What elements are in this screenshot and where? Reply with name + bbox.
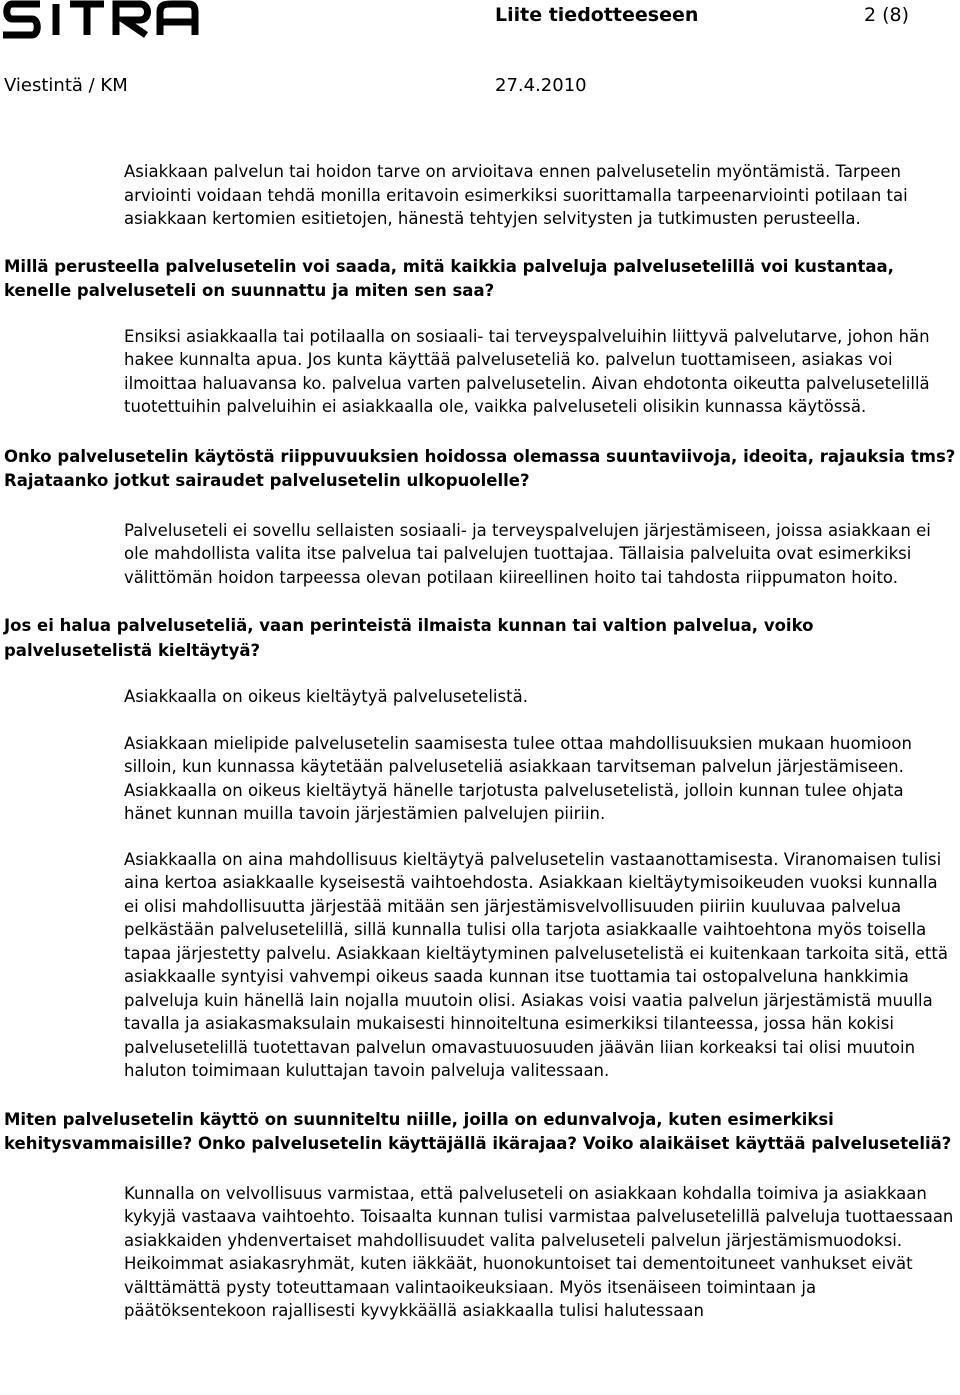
paragraph-4: Asiakkaalla on oikeus kieltäytyä palvelusetelistä. [124,687,528,706]
question-2: Onko palvelusetelin käytöstä riippuvuuksien hoidossa olemassa suuntaviivoja, ideoita, rajauksia tms? Rajataanko jotkut sairaudet palvelusetelin ulkopuolelle? [4,446,956,490]
paragraph-6: Asiakkaalla on aina mahdollisuus kieltäytyä palvelusetelin vastaanottamisesta. Viranomaisen tulisi aina kertoa asiakkaalle kyseisestä vaihtoehdosta. Asiakkaan kieltäytymisoikeuden vuoksi kunnalla ei olisi mahdollisuutta järjestää mitään sen järjestämisvelvollisuuden piiriin kuuluvaa palvelua pelkästään palvelusetelillä, sillä kunnalla tulisi olla tarjota asiakkaalle vaihtoehtona myös toisella tapaa järjestetty palvelu. Asiakkaan kieltäytyminen palvelusetelistä ei kuitenkaan tarkoita sitä, että asiakkaalle syntyisi vahvempi oikeus saada kunnan itse tuottamia tai ostopalveluna hankkimia palveluja kuin hänellä lain nojalla muutoin olisi. Asiakas voisi vaatia palvelun järjestämistä muulla tavalla ja asiakasmaksulain mukaisesti hinnoiteltuna esimerkiksi tilanteessa, jossa hän kokisi palvelusetelillä tuotettavan palvelun omavastuuosuuden jäävän liian korkeaksi tai olisi muutoin haluton toimimaan kuluttajan tavoin palveluja valitessaan. [124,849,948,1080]
department: Viestintä / KM [4,75,128,96]
question-4: Miten palvelusetelin käyttö on suunniteltu niille, joilla on edunvalvoja, kuten esimerkiksi kehitysvammaisille? Onko palvelusetelin käyttäjällä ikärajaa? Voiko alaikäiset käyttää palveluseteliä? [4,1109,952,1153]
sitra-logo [0,0,200,40]
paragraph-2: Ensiksi asiakkaalla tai potilaalla on sosiaali- tai terveyspalveluihin liittyvä palvelutarve, johon hän hakee kunnalta apua. Jos kunta käyttää palveluseteliä ko. palvelun tuottamiseen, asiakas voi ilmoittaa haluavansa ko. palvelua varten palvelusetelin. Aivan ehdotonta oikeutta palvelusetelillä tuotettuihin palveluihin ei asiakkaalla ole, vaikka palveluseteli olisikin kunnassa käytössä. [124,326,930,416]
document-body [0,160,958,1323]
paragraph-5: Asiakkaan mielipide palvelusetelin saamisesta tulee ottaa mahdollisuuksien mukaan huomioon silloin, kun kunnassa käytetään palveluseteliä asiakkaan tarvitseman palvelun järjestämiseen. Asiakkaalla on oikeus kieltäytyä hänelle tarjotusta palvelusetelistä, jolloin kunnan tulee ohjata hänet kunnan muilla tavoin järjestämien palvelujen piiriin. [124,733,912,823]
question-3: Jos ei halua palveluseteliä, vaan perinteistä ilmaista kunnan tai valtion palvelua, voiko palvelusetelistä kieltäytyä? [4,616,814,660]
paragraph-7: Kunnalla on velvollisuus varmistaa, että palveluseteli on asiakkaan kohdalla toimiva ja asiakkaan kykyjä vastaava vaihtoehto. Toisaalta kunnan tulisi varmistaa palvelusetelillä palveluja tuottaessaan asiakkaiden yhdenvertaiset mahdollisuudet valita palveluseteli palvelun järjestämismuodoksi. Heikoimmat asiakasryhmät, kuten iäkkäät, huonokuntoiset tai dementoituneet vanhukset eivät välttämättä pysty toteuttamaan valintaoikeuksiaan. Myös itsenäiseen toimintaan ja päätöksentekoon rajallisesti kyvykkäällä asiakkaalla tulisi halutessaan [124,1183,954,1320]
paragraph-3: Palveluseteli ei sovellu sellaisten sosiaali- ja terveyspalvelujen järjestämiseen, joissa asiakkaan ei ole mahdollista valita itse palvelua tai palvelujen tuottajaa. Tällaisia palveluita ovat esimerkiksi välittömän hoidon tarpeessa olevan potilaan kiireellinen hoito tai tahdosta riippumaton hoito. [124,520,931,587]
page-number: 2 (8) [864,4,910,26]
paragraph-1: Asiakkaan palvelun tai hoidon tarve on arvioitava ennen palvelusetelin myöntämistä. Tarpeen arviointi voidaan tehdä monilla eritavoin esimerkiksi suorittamalla tarpeenarviointi potilaan tai asiakkaan kertomien esitietojen, hänestä tehtyjen selvitysten ja tutkimusten perusteella. [124,162,908,228]
document-date: 27.4.2010 [495,75,587,96]
attachment-title: Liite tiedotteeseen [495,4,699,26]
question-1: Millä perusteella palvelusetelin voi saada, mitä kaikkia palveluja palvelusetelillä voi kustantaa, kenelle palveluseteli on suunnattu ja miten sen saa? [4,256,894,300]
